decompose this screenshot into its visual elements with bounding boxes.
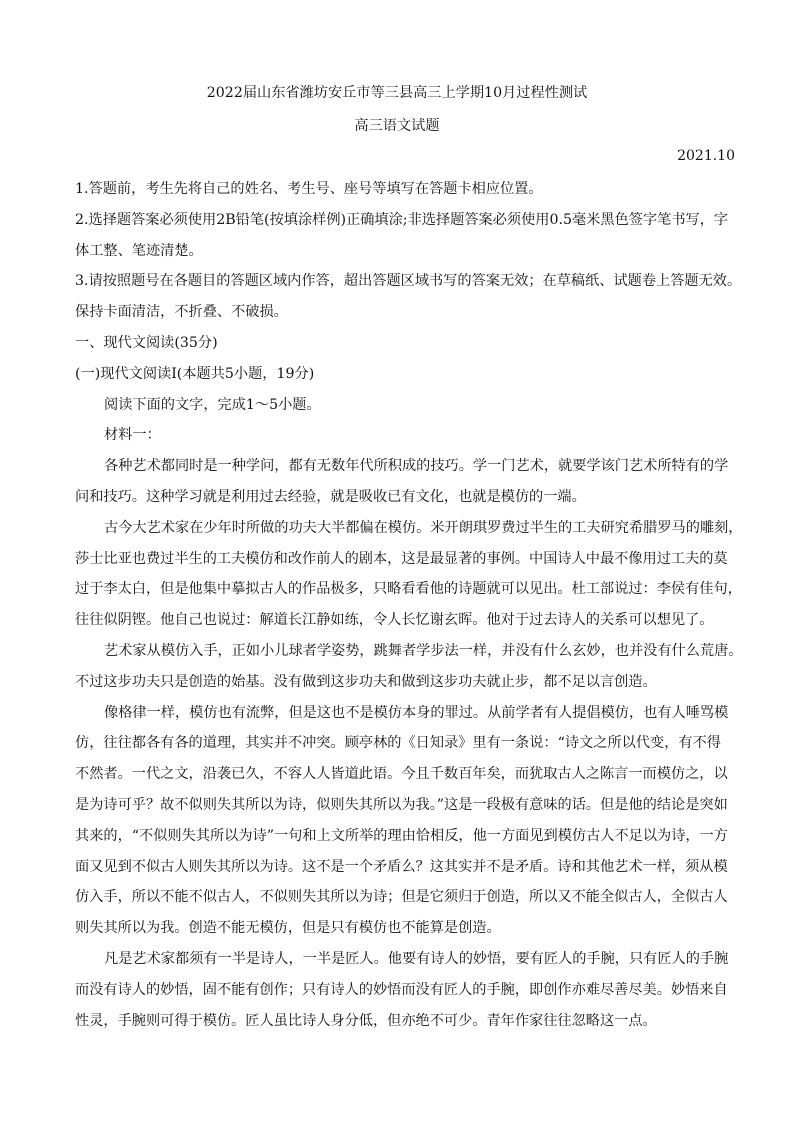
paragraph-line: 过于李太白，但是他集中摹拟古人的作品极多，只略看看他的诗题就可以见出。杜工部说过：李侯有佳句， <box>75 581 742 598</box>
paragraph-line: 性灵，手腕则可得于模仿。匠人虽比诗人身分低，但亦绝不可少。青年作家往往忽略这一点。 <box>75 1012 657 1029</box>
paragraph-line: 各种艺术都同时是一种学问，都有无数年代所积成的技巧。学一门艺术，就要学该门艺术所特有的学 <box>104 458 729 475</box>
instruction-2-line-2: 体工整、笔迹清楚。 <box>75 242 203 259</box>
paragraph-line: 古今大艺术家在少年时所做的功夫大半都偏在模仿。米开朗琪罗费过半生的工夫研究希腊罗马的雕刻， <box>104 519 743 536</box>
paragraph-line: 不过这步功夫只是创造的始基。没有做到这步功夫和做到这步功夫就止步，都不足以言创造。 <box>75 673 657 690</box>
paragraph-line: 像格律一样，模仿也有流弊，但是这也不是模仿本身的罪过。从前学者有人提倡模仿，也有人唾骂模 <box>104 704 729 721</box>
instruction-1: 1.答题前，考生先将自己的姓名、考生号、座号等填写在答题卡相应位置。 <box>75 181 543 197</box>
paragraph-line: 而没有诗人的妙悟，固不能有创作；只有诗人的妙悟而没有匠人的手腕，即创作亦难尽善尽美。妙悟来自 <box>75 981 728 998</box>
paragraph-line: 不然者。一代之文，沿袭已久，不容人人皆道此语。今且千数百年矣，而犹取古人之陈言一而模仿之，以 <box>75 766 728 783</box>
document-body <box>75 174 743 1036</box>
paragraph-line: 仿入手，所以不能不似古人，不似则失其所以为诗；但是它须归于创造，所以又不能全似古人，全似古人 <box>75 889 728 906</box>
paragraph-line: 是为诗可乎？故不似则失其所以为诗，似则失其所以为我。”这是一段极有意味的话。但是他的结论是突如 <box>75 796 728 813</box>
instruction-3-line-1: 3.请按照题号在各题目的答题区域内作答，超出答题区域书写的答案无效；在草稿纸、试题卷上答题无效。 <box>75 273 742 290</box>
paragraph-3 <box>75 636 743 698</box>
paragraph-line: 其来的，“不似则失其所以为诗”一句和上文所举的理由恰相反，他一方面见到模仿古人不足以为诗，一方 <box>75 827 728 844</box>
paragraph-line: 往往似阴铿。他自己也说过：解道长江静如练，令人长忆谢玄晖。他对于过去诗人的关系可以想见了。 <box>75 612 714 629</box>
exam-date: 2021.10 <box>677 148 735 164</box>
exam-subtitle: 高三语文试题 <box>354 118 440 134</box>
exam-title: 2022届山东省潍坊安丘市等三县高三上学期10月过程性测试 <box>206 85 588 101</box>
material-label: 材料一： <box>104 427 161 444</box>
paragraph-line: 仿，往往都各有各的道理，其实并不冲突。顾亭林的《日知录》里有一条说：“诗文之所以代变，有不得 <box>75 735 721 752</box>
paragraph-5 <box>75 944 729 1036</box>
paragraph-line: 莎士比亚也费过半生的工夫模仿和改作前人的剧本，这是最显著的事例。中国诗人中最不像用过工夫的莫 <box>75 550 728 567</box>
paragraph-line: 艺术家从模仿入手，正如小儿球者学姿势，跳舞者学步法一样，并没有什么玄妙，也并没有什么荒唐。 <box>104 642 743 659</box>
paragraph-line: 问和技巧。这种学习就是利用过去经验，就是吸收已有文化，也就是模仿的一端。 <box>75 488 586 505</box>
paragraph-line: 则失其所以为我。创造不能无模仿，但是只有模仿也不能算是创造。 <box>75 920 501 937</box>
instruction-3-line-2: 保持卡面清洁，不折叠、不破损。 <box>75 304 288 321</box>
section-heading: 一、现代文阅读(35分) <box>75 334 218 351</box>
instruction-2-line-1: 2.选择题答案必须使用2B铅笔(按填涂样例)正确填涂;非选择题答案必须使用0.5毫米黑色签字笔书写，字 <box>75 211 729 228</box>
instructions <box>75 174 742 328</box>
paragraph-4 <box>75 698 729 944</box>
section-subheading: (一)现代文阅读I(本题共5小题，19分) <box>75 365 315 382</box>
reading-prompt: 阅读下面的文字，完成1～5小题。 <box>104 396 321 413</box>
paragraph-1 <box>75 451 729 513</box>
paragraph-line: 面又见到不似古人则失其所以为诗。这不是一个矛盾么？这其实并不是矛盾。诗和其他艺术一样，须从模 <box>75 858 728 875</box>
paragraph-line: 凡是艺术家都须有一半是诗人，一半是匠人。他要有诗人的妙悟，要有匠人的手腕，只有匠人的手腕 <box>104 950 729 967</box>
paragraph-2 <box>75 513 743 636</box>
